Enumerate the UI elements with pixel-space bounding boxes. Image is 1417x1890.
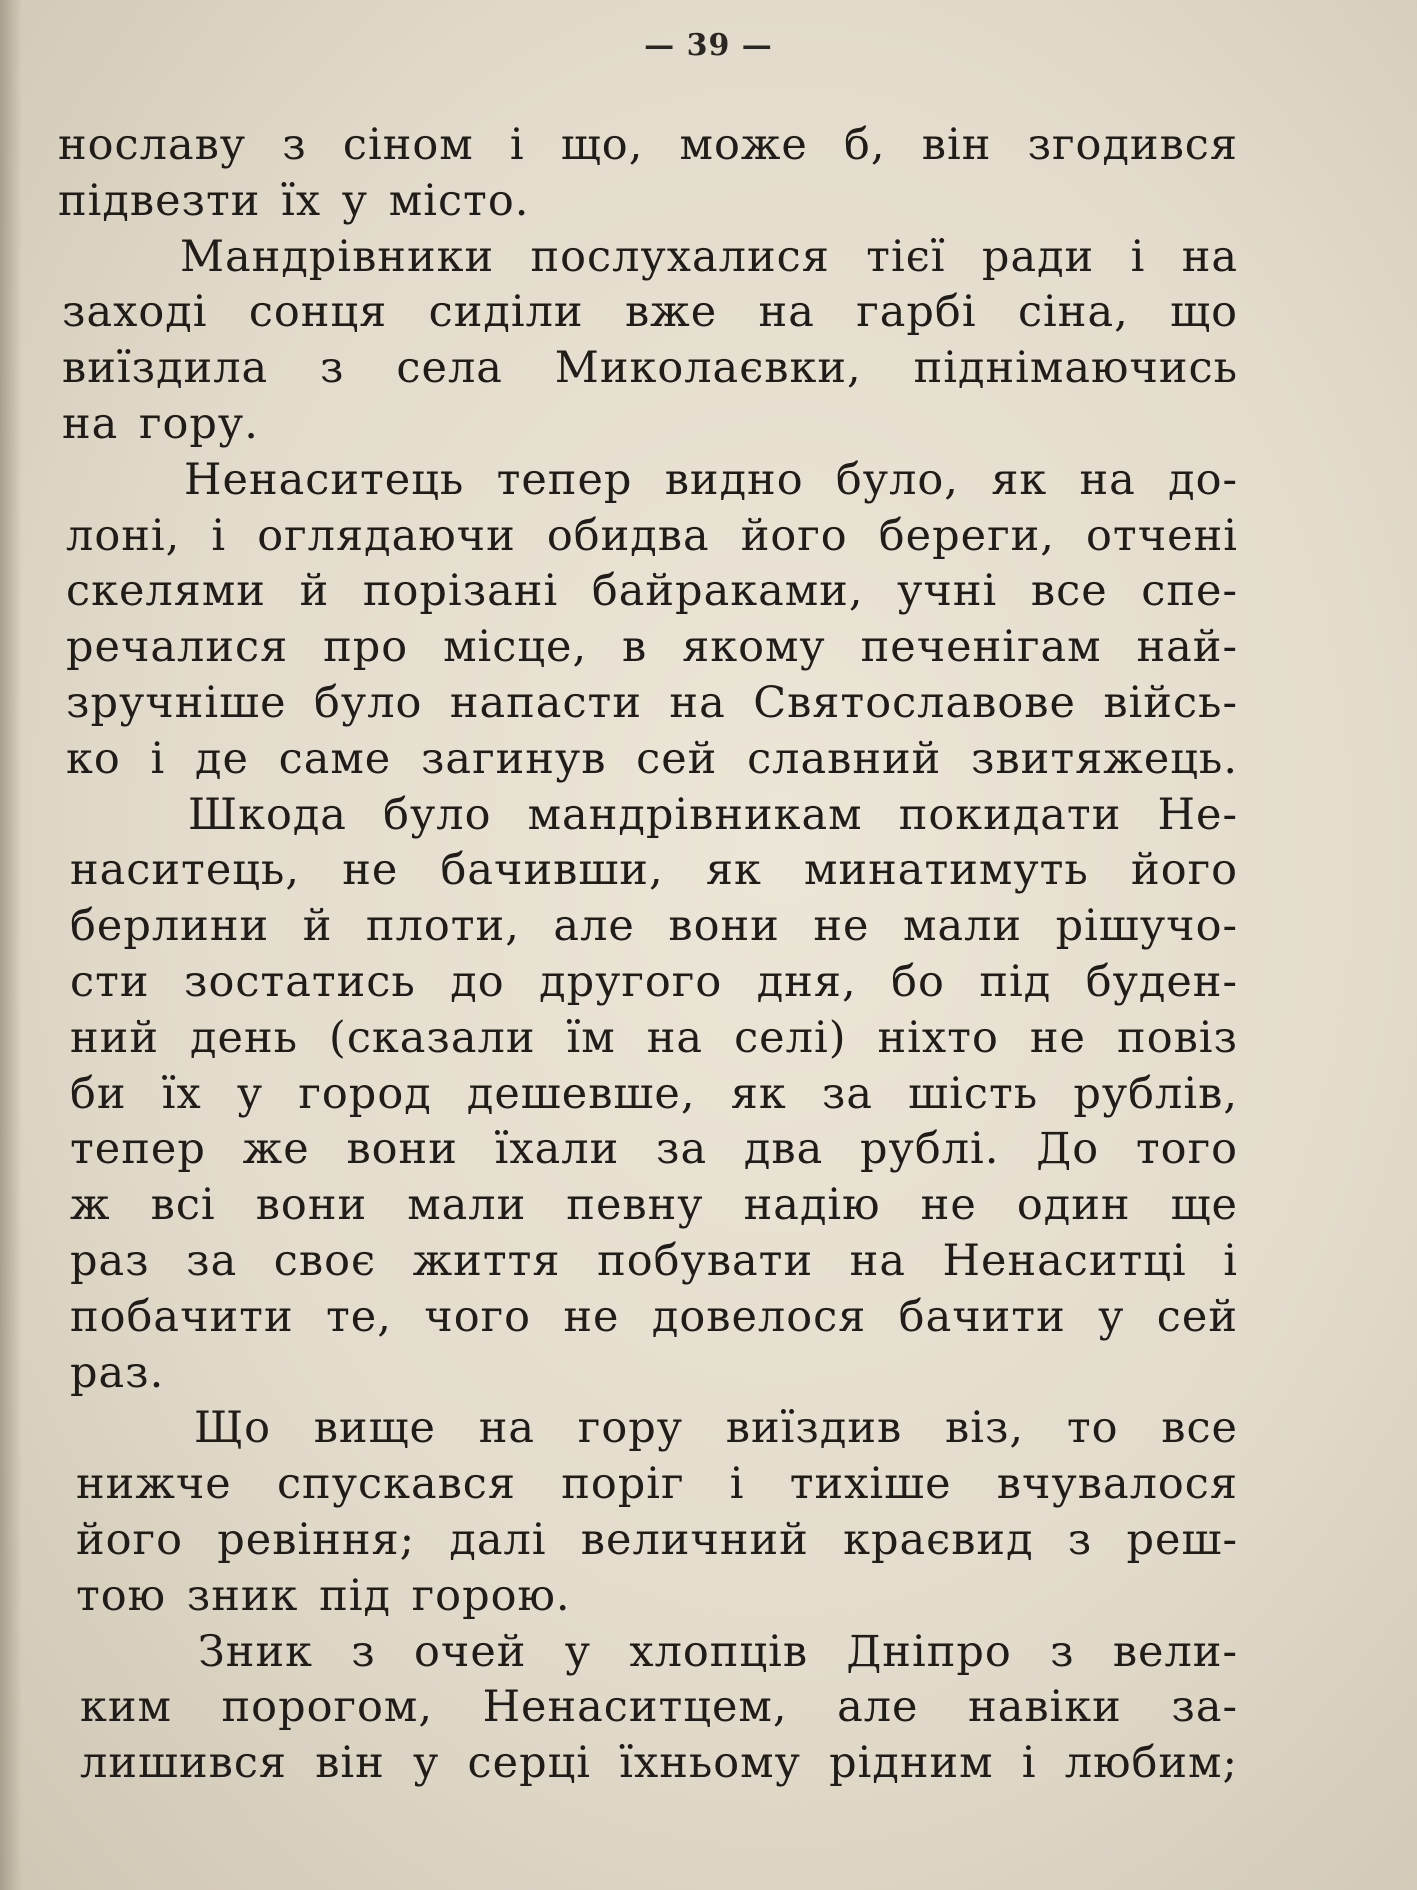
text-line: сти зостатись до другого дня, бо під буден-	[70, 956, 1238, 1007]
text-line: заході сонця сиділи вже на гарбі сіна, що	[62, 287, 1238, 338]
paragraph	[76, 1401, 1238, 1624]
text-line: Що вище на гору виїздив віз, то все	[194, 1403, 1238, 1454]
text-line: ж всі вони мали певну надію не один ще	[70, 1180, 1238, 1231]
body-text	[58, 118, 1238, 1792]
text-line: берлини й плоти, але вони не мали рішучо-	[70, 901, 1238, 952]
text-line: наситець, не бачивши, як минатимуть його	[70, 845, 1238, 896]
text-line: Ненаситець тепер видно було, як на до-	[184, 454, 1238, 505]
text-line: речалися про місце, в якому печенігам най-	[66, 622, 1238, 673]
paragraph	[62, 230, 1238, 453]
text-line: тою зник під горою.	[76, 1570, 571, 1621]
text-line: Шкода було мандрівникам покидати Не-	[188, 789, 1238, 840]
text-line: лишився він у серці їхньому рідним і любим;	[80, 1738, 1238, 1789]
paragraph	[80, 1625, 1238, 1792]
text-line: ний день (сказали їм на селі) ніхто не повіз	[70, 1012, 1238, 1063]
text-line: його ревіння; далі величний краєвид з реш-	[76, 1514, 1238, 1565]
text-line: побачити те, чого не довелося бачити у сей	[70, 1291, 1238, 1342]
text-line: на гору.	[62, 398, 259, 449]
text-line: раз за своє життя побувати на Ненаситці і	[70, 1235, 1238, 1286]
text-line: виїздила з села Миколаєвки, піднімаючись	[62, 343, 1238, 394]
text-line: лоні, і оглядаючи обидва його береги, отчені	[66, 510, 1238, 561]
page-number: — 39 —	[644, 28, 773, 63]
text-line: ко і де саме загинув сей славний звитяжець.	[66, 733, 1238, 784]
paragraph	[70, 788, 1238, 1402]
text-line: нижче спускався поріг і тихіше вчувалося	[76, 1459, 1238, 1510]
text-line: зручніше було напасти на Святославове війсь-	[66, 677, 1238, 728]
paragraph	[58, 118, 1238, 230]
text-line: ким порогом, Ненаситцем, але навіки за-	[80, 1682, 1238, 1733]
text-line: нославу з сіном і що, може б, він згодився	[58, 120, 1238, 170]
text-line: тепер же вони їхали за два рублі. До того	[70, 1124, 1238, 1175]
paragraph	[66, 453, 1238, 788]
text-line: раз.	[70, 1347, 165, 1398]
text-line: Мандрівники послухалися тієї ради і на	[180, 231, 1238, 282]
text-line: скелями й порізані байраками, учні все спе-	[66, 566, 1238, 617]
text-line: Зник з очей у хлопців Дніпро з вели-	[198, 1626, 1238, 1677]
text-line: підвезти їх у місто.	[58, 175, 530, 226]
text-line: би їх у город дешевше, як за шість рублів,	[70, 1068, 1238, 1119]
